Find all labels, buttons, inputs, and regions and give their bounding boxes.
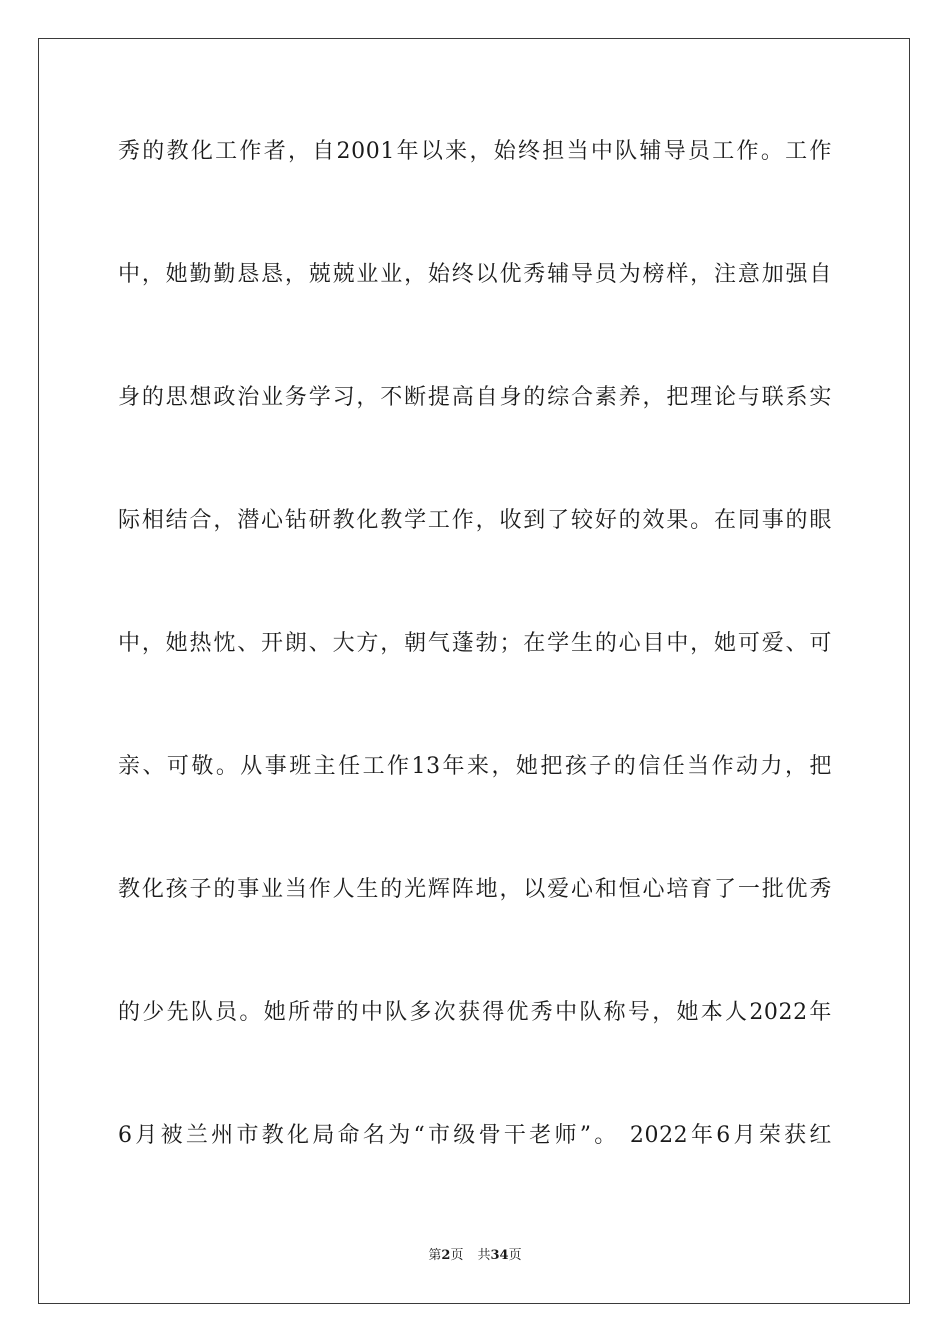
- total-pages: 34: [490, 1248, 509, 1263]
- page-suffix: 页: [450, 1248, 464, 1263]
- page-border: [38, 38, 910, 1304]
- page-prefix: 第: [428, 1248, 442, 1263]
- total-prefix: 共: [477, 1248, 491, 1263]
- page-footer: [0, 1247, 950, 1265]
- text-line-1: 秀的教化工作者，自2001年以来，始终担当中队辅导员工作。工作: [118, 139, 832, 164]
- text-line-3: 身的思想政治业务学习，不断提高自身的综合素养，把理论与联系实: [118, 385, 832, 410]
- text-line-9: 6月被兰州市教化局命名为“市级骨干老师”。 2022年6月荣获红: [118, 1123, 832, 1148]
- text-line-2: 中，她勤勤恳恳，兢兢业业，始终以优秀辅导员为榜样，注意加强自: [118, 262, 832, 287]
- text-line-6: 亲、可敬。从事班主任工作13年来，她把孩子的信任当作动力，把: [118, 754, 832, 779]
- text-line-5: 中，她热忱、开朗、大方，朝气蓬勃；在学生的心目中，她可爱、可: [118, 631, 832, 656]
- total-suffix: 页: [508, 1248, 522, 1263]
- page-number: 2: [441, 1248, 451, 1263]
- text-line-7: 教化孩子的事业当作人生的光辉阵地，以爱心和恒心培育了一批优秀: [118, 877, 832, 902]
- text-line-8: 的少先队员。她所带的中队多次获得优秀中队称号，她本人2022年: [118, 1000, 832, 1025]
- text-line-4: 际相结合，潜心钻研教化教学工作，收到了较好的效果。在同事的眼: [118, 508, 832, 533]
